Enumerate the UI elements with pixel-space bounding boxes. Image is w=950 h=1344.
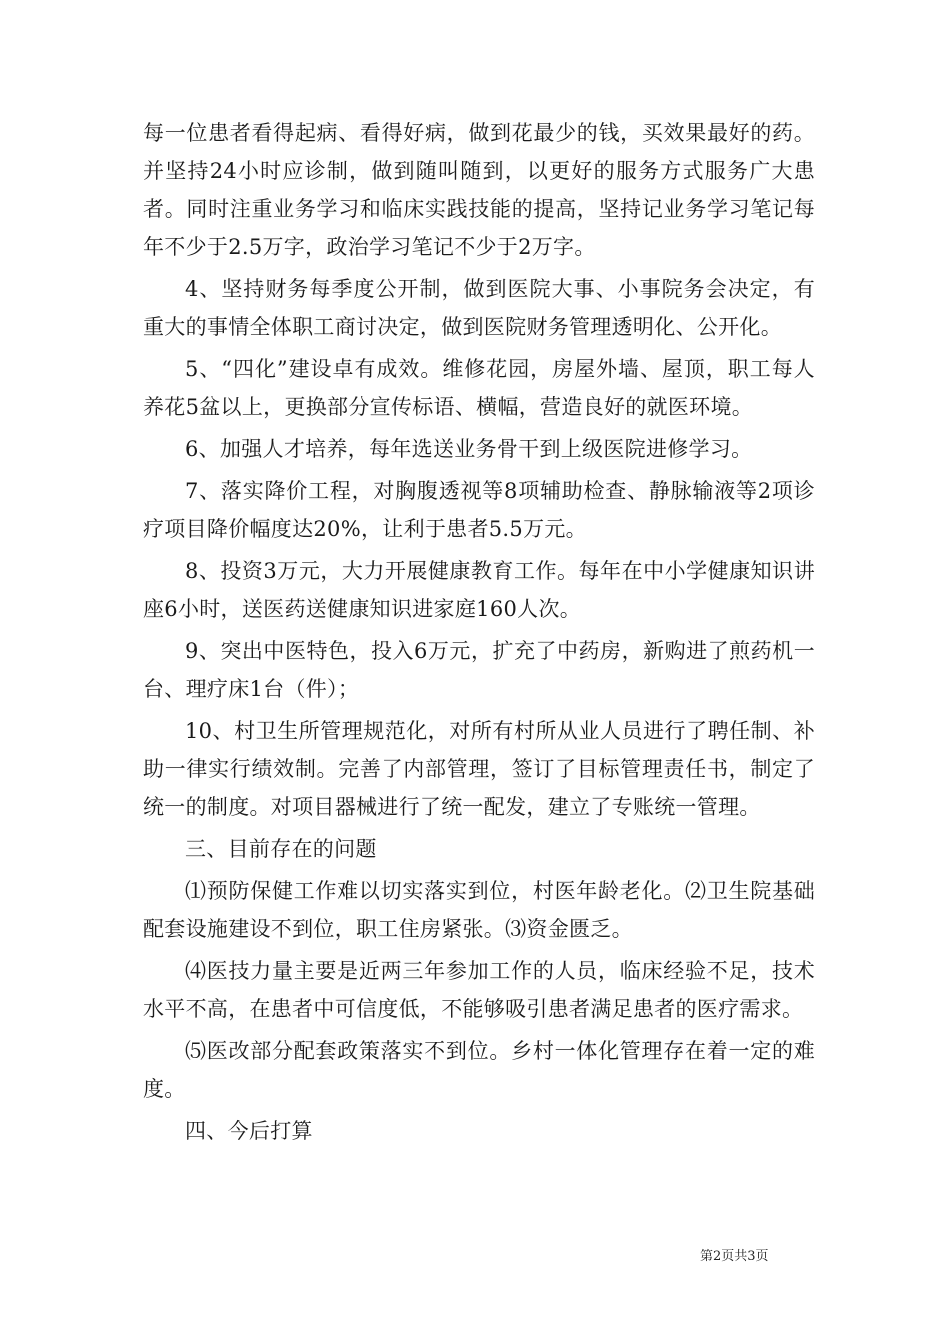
paragraph-11: ⑸医改部分配套政策落实不到位。乡村一体化管理存在着一定的难度。 bbox=[143, 1039, 815, 1101]
paragraph-7: 9、突出中医特色，投入6万元，扩充了中药房，新购进了煎药机一台、理疗床1台（件）； bbox=[143, 639, 815, 701]
paragraph-3: 5、“四化”建设卓有成效。维修花园，房屋外墙、屋顶，职工每人养花5盆以上，更换部分宣传标语、横幅，营造良好的就医环境。 bbox=[143, 357, 815, 419]
page-number: 第2页共3页 bbox=[700, 1249, 769, 1264]
paragraph-1: 每一位患者看得起病、看得好病，做到花最少的钱，买效果最好的药。并坚持24小时应诊制，做到随叫随到，以更好的服务方式服务广大患者。同时注重业务学习和临床实践技能的提高，坚持记业务学习笔记每年不少于2.5万字，政治学习笔记不少于2万字。 bbox=[143, 121, 815, 259]
paragraph-8: 10、村卫生所管理规范化，对所有村所从业人员进行了聘任制、补助一律实行绩效制。完善了内部管理，签订了目标管理责任书，制定了统一的制度。对项目器械进行了统一配发，建立了专账统一管理。 bbox=[143, 719, 815, 819]
paragraph-2: 4、坚持财务每季度公开制，做到医院大事、小事院务会决定，有重大的事情全体职工商讨决定，做到医院财务管理透明化、公开化。 bbox=[143, 277, 815, 339]
paragraph-6: 8、投资3万元，大力开展健康教育工作。每年在中小学健康知识讲座6小时，送医药送健康知识进家庭160人次。 bbox=[143, 559, 815, 621]
paragraph-9: ⑴预防保健工作难以切实落实到位，村医年龄老化。⑵卫生院基础配套设施建设不到位，职工住房紧张。⑶资金匮乏。 bbox=[143, 879, 815, 941]
paragraph-10: ⑷医技力量主要是近两三年参加工作的人员，临床经验不足，技术水平不高，在患者中可信度低，不能够吸引患者满足患者的医疗需求。 bbox=[143, 959, 815, 1021]
paragraph-5: 7、落实降价工程，对胸腹透视等8项辅助检查、静脉输液等2项诊疗项目降价幅度达20%，让利于患者5.5万元。 bbox=[143, 479, 815, 541]
document-body bbox=[143, 114, 815, 1150]
section-heading-problems: 三、目前存在的问题 bbox=[185, 837, 377, 861]
section-heading-plans: 四、今后打算 bbox=[185, 1119, 313, 1143]
paragraph-4: 6、加强人才培养，每年选送业务骨干到上级医院进修学习。 bbox=[185, 437, 753, 461]
